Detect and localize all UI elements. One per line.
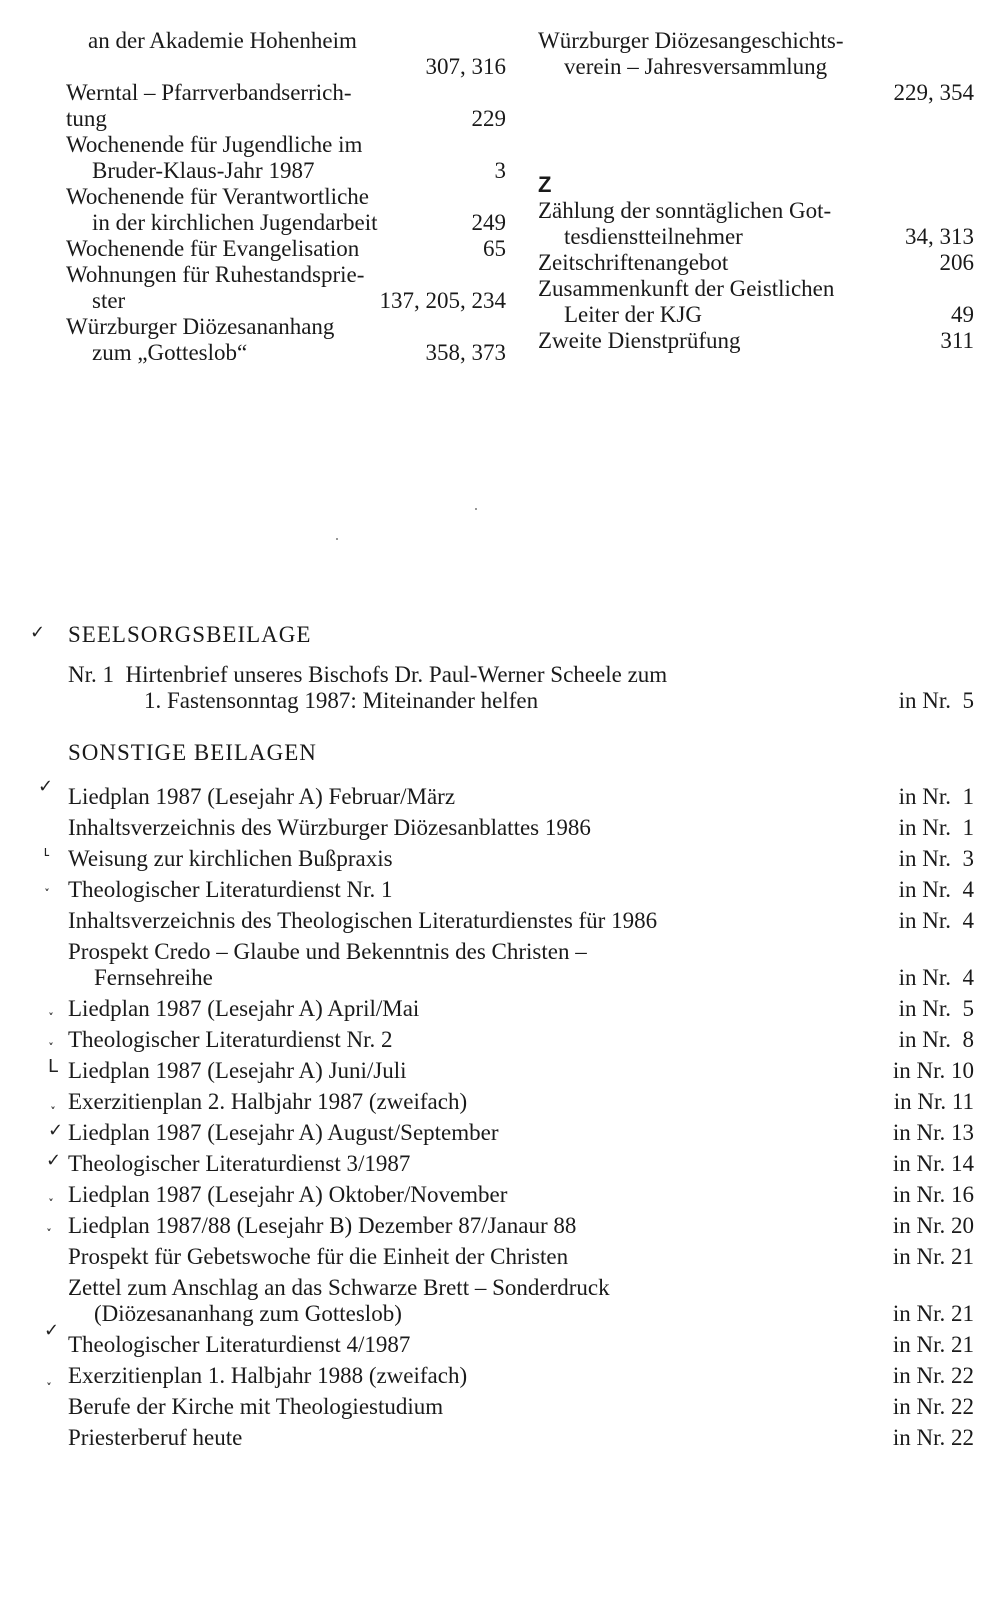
issue-ref: in Nr. 20 [892,1213,974,1238]
item-text: Theologischer Literaturdienst 3/1987 [68,1151,411,1176]
issue-ref: in Nr. 21 [892,1332,974,1357]
seelsorgsbeilage-item [68,662,974,716]
entry-text: an der Akademie Hohenheim [88,28,357,53]
index-entry [66,28,506,80]
entry-text: Würzburger Diözesangeschichts- [538,28,844,53]
entry-text: Zählung der sonntäglichen Got- [538,198,832,223]
seelsorgsbeilage-heading: SEELSORGSBEILAGE [68,622,312,647]
item-text: Liedplan 1987 (Lesejahr A) Februar/März [68,784,456,809]
issue-ref: in Nr. 13 [892,1120,974,1145]
index-column-right [538,28,974,354]
page-refs: 34, 313 [905,224,974,249]
page-refs: 307, 316 [425,54,506,79]
issue-ref: in Nr. 3 [898,846,974,871]
index-entry [538,328,974,354]
spacer [538,106,974,152]
page-refs: 137, 205, 234 [379,288,506,313]
item-text: Prospekt Credo – Glaube und Bekenntnis des Christen – [68,939,587,964]
issue-ref: in Nr. 21 [892,1244,974,1269]
index-entry [538,250,974,276]
entry-text: Würzburger Diözesananhang [66,314,335,339]
item-text: Exerzitienplan 1. Halbjahr 1988 (zweifach) [68,1363,468,1388]
index-entry [66,314,506,366]
checkmark-icon: ˯ [46,1366,52,1387]
item-text: Weisung zur kirchlichen Bußpraxis [68,846,393,871]
issue-ref: in Nr. 10 [892,1058,974,1083]
checkmark-icon: ˯ [48,996,54,1017]
item-text: Nr. 1 Hirtenbrief unseres Bischofs Dr. Paul-Werner Scheele zum [68,662,668,687]
checkmark-icon: ˯ [46,1212,52,1233]
issue-ref: in Nr. 22 [892,1425,974,1450]
checkmark-icon: ✓ [30,622,46,643]
entry-text-cont: Leiter der KJG [564,302,702,327]
entry-text: Zeitschriftenangebot [538,250,729,275]
issue-ref: in Nr. 1 [898,815,974,840]
entry-text-cont: ster [92,288,126,313]
index-entry [538,198,974,250]
entry-text: Wochenende für Evangelisation [66,236,360,261]
item-text: Exerzitienplan 2. Halbjahr 1987 (zweifach) [68,1089,468,1114]
issue-ref: in Nr. 4 [898,908,974,933]
page-refs: 229 [471,106,506,131]
issue-ref: in Nr. 16 [892,1182,974,1207]
checkmark-icon: ✓ [46,1150,62,1171]
issue-ref: in Nr. 22 [892,1394,974,1419]
index-entry [66,80,506,132]
item-text: Berufe der Kirche mit Theologiestudium [68,1394,444,1419]
checkmark-icon: ˯ [48,1182,54,1203]
item-text: Priesterberuf heute [68,1425,243,1450]
letter-heading: Z [538,172,552,197]
issue-ref: in Nr. 4 [898,877,974,902]
item-text: Inhaltsverzeichnis des Würzburger Diözesanblattes 1986 [68,815,591,840]
page-refs: 311 [940,328,974,353]
entry-text: Zusammenkunft der Geistlichen [538,276,835,301]
entry-text-cont: Bruder-Klaus-Jahr 1987 [92,158,315,183]
page-refs: 358, 373 [425,340,506,365]
checkmark-icon: ˪ [44,840,50,861]
entry-text-cont: tung [66,106,107,131]
entry-text: Wochenende für Verantwortliche [66,184,369,209]
entry-text-cont: zum „Gotteslob“ [92,340,248,365]
page-refs: 49 [951,302,974,327]
checkmark-icon: ˯ [48,1026,54,1047]
entry-text: Werntal – Pfarrverbandserrich- [66,80,352,105]
item-text: Liedplan 1987 (Lesejahr A) April/Mai [68,996,420,1021]
item-text: Inhaltsverzeichnis des Theologischen Literaturdienstes für 1986 [68,908,658,933]
issue-ref: in Nr. 8 [898,1027,974,1052]
issue-ref: in Nr. 22 [892,1363,974,1388]
issue-ref: in Nr. 11 [893,1089,974,1114]
entry-text: Wochenende für Jugendliche im [66,132,363,157]
checkmark-icon: ✓ [44,1320,60,1341]
item-text: Theologischer Literaturdienst 4/1987 [68,1332,411,1357]
item-text: Theologischer Literaturdienst Nr. 2 [68,1027,393,1052]
scan-speck [336,538,338,540]
checkmark-icon: ᒪ [48,1056,59,1077]
item-text: Prospekt für Gebetswoche für die Einheit der Christen [68,1244,569,1269]
checkmark-icon: ✓ [48,1120,64,1141]
item-text-cont: 1. Fastensonntag 1987: Miteinander helfen [144,688,539,713]
issue-ref: in Nr. 1 [898,784,974,809]
issue-ref: in Nr. 5 [898,996,974,1021]
page-refs: 3 [494,158,506,183]
issue-ref: in Nr. 4 [898,965,974,990]
entry-text-cont: in der kirchlichen Jugendarbeit [92,210,378,235]
item-text-cont: (Diözesananhang zum Gotteslob) [94,1301,402,1326]
entry-text: Wohnungen für Ruhestandsprie- [66,262,365,287]
sonstige-beilagen-heading: SONSTIGE BEILAGEN [68,740,317,765]
beilagen-list [68,784,974,1484]
issue-ref: in Nr. 21 [892,1301,974,1326]
checkmark-icon: ✓ [38,776,54,797]
item-text: Liedplan 1987/88 (Lesejahr B) Dezember 87/Janaur 88 [68,1213,577,1238]
checkmark-icon: ˯ [44,872,50,893]
item-text: Theologischer Literaturdienst Nr. 1 [68,877,393,902]
index-entry [66,132,506,184]
entry-text: Zweite Dienstprüfung [538,328,741,353]
issue-ref: in Nr. 5 [898,688,974,713]
page-refs: 249 [471,210,506,235]
index-entry [66,236,506,262]
checkmark-icon: ˯ [50,1090,56,1111]
index-column-left [66,28,506,366]
item-text: Liedplan 1987 (Lesejahr A) August/September [68,1120,499,1145]
entry-text-cont: tesdienstteilnehmer [564,224,743,249]
issue-ref: in Nr. 14 [892,1151,974,1176]
page-refs: 229, 354 [893,80,974,105]
page-refs: 206 [939,250,974,275]
index-entry [66,262,506,314]
item-text: Zettel zum Anschlag an das Schwarze Brett – Sonderdruck [68,1275,610,1300]
scan-speck [475,508,477,510]
page-refs: 65 [483,236,506,261]
index-entry [66,184,506,236]
index-entry [538,28,974,106]
item-text: Liedplan 1987 (Lesejahr A) Juni/Juli [68,1058,407,1083]
index-entry [538,276,974,328]
item-text-cont: Fernsehreihe [94,965,213,990]
item-text: Liedplan 1987 (Lesejahr A) Oktober/November [68,1182,508,1207]
entry-text-cont: verein – Jahresversammlung [564,54,828,79]
